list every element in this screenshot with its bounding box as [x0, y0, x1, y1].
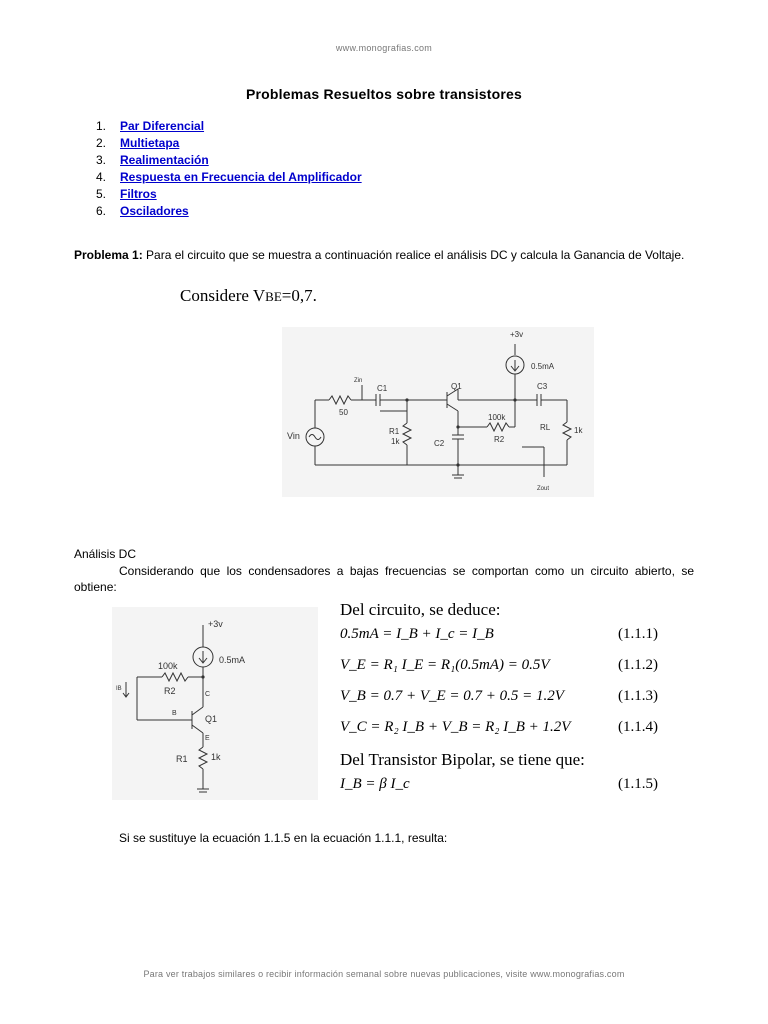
svg-text:1k: 1k — [211, 752, 221, 762]
toc-item: 1. Par Diferencial — [96, 119, 205, 133]
svg-text:C: C — [205, 691, 211, 698]
svg-text:100k: 100k — [488, 413, 506, 422]
toc-item: 2. Multietapa — [96, 136, 180, 150]
svg-text:+3v: +3v — [510, 330, 524, 339]
svg-text:50: 50 — [339, 408, 348, 417]
table-of-contents — [96, 118, 362, 220]
equations-heading-1: Del circuito, se deduce: — [340, 600, 501, 619]
equation-row: I_B = β I_c (1.1.5) — [340, 776, 658, 792]
toc-link-osciladores[interactable]: Osciladores — [120, 204, 189, 218]
svg-text:Zout: Zout — [537, 486, 550, 492]
svg-text:0.5mA: 0.5mA — [219, 655, 246, 665]
toc-link-realimentacion[interactable]: Realimentación — [120, 153, 209, 167]
svg-text:B: B — [172, 710, 177, 717]
svg-text:R1: R1 — [389, 427, 400, 436]
equations-heading-2: Del Transistor Bipolar, se tiene que: — [340, 750, 585, 769]
svg-text:IB: IB — [116, 686, 122, 692]
page-title: Problemas Resueltos sobre transistores — [245, 86, 523, 102]
svg-text:C2: C2 — [434, 439, 445, 448]
equation-row: V_E = R₁ I_E = R₁(0.5mA) = 0.5V (1.1.2) — [340, 657, 658, 673]
consider-vbe: Considere VBE=0,7. — [180, 286, 317, 305]
circuit-diagram-1 — [282, 327, 594, 497]
toc-link-filtros[interactable]: Filtros — [120, 187, 157, 201]
toc-link-respuesta-frecuencia[interactable]: Respuesta en Frecuencia del Amplificador — [120, 170, 362, 184]
svg-text:0.5mA: 0.5mA — [531, 362, 555, 371]
equation-row: V_B = 0.7 + V_E = 0.7 + 0.5 = 1.2V (1.1.3) — [340, 688, 658, 704]
svg-text:RL: RL — [540, 423, 551, 432]
svg-text:C1: C1 — [377, 384, 388, 393]
svg-text:1k: 1k — [391, 437, 400, 446]
svg-text:R1: R1 — [176, 754, 188, 764]
toc-link-multietapa[interactable]: Multietapa — [120, 136, 180, 150]
circuit-diagram-2 — [112, 607, 318, 800]
analysis-heading: Análisis DC — [74, 547, 137, 561]
toc-link-par-diferencial[interactable]: Par Diferencial — [120, 119, 205, 133]
svg-text:100k: 100k — [158, 661, 178, 671]
svg-text:1k: 1k — [574, 426, 583, 435]
header-url: www.monografias.com — [335, 43, 433, 53]
toc-item: 6. Osciladores — [96, 204, 189, 218]
svg-text:E: E — [205, 735, 210, 742]
problem-1-statement: Problema 1: Para el circuito que se muestra a continuación realice el análisis DC y calcula la Ganancia de Voltaje. — [74, 248, 685, 262]
toc-item: 5. Filtros — [96, 187, 157, 201]
svg-text:R2: R2 — [494, 435, 505, 444]
toc-item: 3. Realimentación — [96, 153, 209, 167]
toc-item: 4. Respuesta en Frecuencia del Amplificador — [96, 170, 362, 184]
svg-text:C3: C3 — [537, 382, 548, 391]
footer-note: Para ver trabajos similares o recibir información semanal sobre nuevas publicaciones, visite www.monografias.com — [143, 969, 625, 979]
svg-text:+3v: +3v — [208, 619, 223, 629]
equation-row: V_C = R₂ I_B + V_B = R₂ I_B + 1.2V (1.1.4) — [340, 719, 658, 735]
svg-text:Vin: Vin — [287, 431, 300, 441]
svg-text:R2: R2 — [164, 686, 176, 696]
analysis-paragraph: Considerando que los condensadores a bajas frecuencias se comportan como un circuito abierto, se obtiene: — [74, 564, 694, 594]
svg-text:Zin: Zin — [354, 378, 363, 384]
svg-text:Q1: Q1 — [451, 382, 462, 391]
equation-row: 0.5mA = I_B + I_c = I_B (1.1.1) — [340, 626, 658, 642]
svg-text:Q1: Q1 — [205, 714, 218, 724]
equations-block — [340, 600, 680, 807]
substitution-sentence: Si se sustituye la ecuación 1.1.5 en la ecuación 1.1.1, resulta: — [119, 831, 448, 845]
